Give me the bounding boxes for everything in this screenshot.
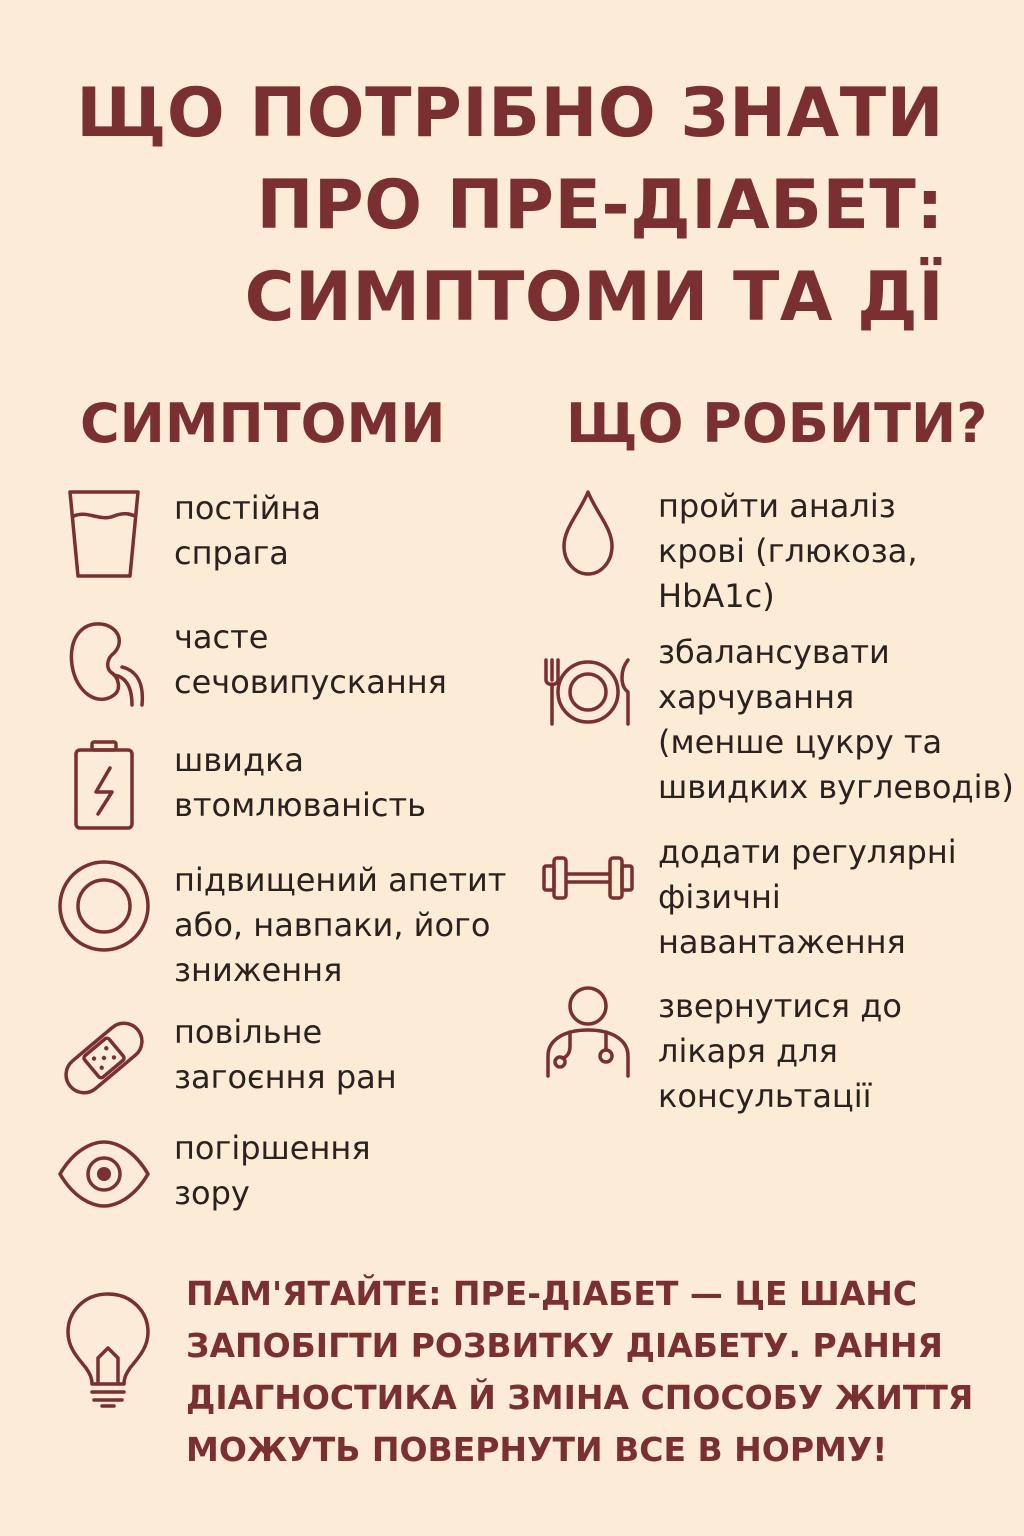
page-title — [44, 68, 944, 344]
doctor-icon — [540, 984, 636, 1080]
lightbulb-icon — [60, 1288, 156, 1408]
symptom-item-fatigue — [56, 738, 519, 834]
water-glass-icon — [56, 486, 152, 582]
symptom-item-wounds — [56, 1010, 519, 1106]
reminder-line-1: ПАМ'ЯТАЙТЕ: ПРЕ-ДІАБЕТ — ЦЕ ШАНС — [186, 1274, 918, 1313]
symptom-label: повільне загоєння ран — [174, 1013, 397, 1096]
symptom-label: постійна спрага — [174, 489, 321, 572]
symptom-item-urination — [56, 615, 519, 711]
actions-heading: ЩО РОБИТИ? — [566, 392, 988, 455]
eye-icon — [56, 1126, 152, 1222]
title-line-3: СИМПТОМИ ТА ДЇ — [244, 258, 944, 337]
dumbbell-icon — [540, 830, 636, 926]
symptom-label: часте сечовипускання — [174, 618, 447, 701]
bandage-icon — [56, 1010, 152, 1106]
symptom-label: підвищений апетит або, навпаки, його зниження — [174, 861, 507, 989]
reminder-line-4: МОЖУТЬ ПОВЕРНУТИ ВСЕ В НОРМУ! — [186, 1430, 888, 1469]
battery-icon — [56, 738, 152, 834]
symptom-item-appetite — [56, 858, 519, 993]
action-item-exercise — [540, 830, 998, 965]
blood-drop-icon — [540, 484, 636, 580]
reminder-note — [60, 1268, 990, 1476]
action-label: збалансувати харчування (менше цукру та швидких вуглеводів) — [658, 633, 1014, 806]
action-label: додати регулярні фізичні навантаження — [658, 833, 957, 961]
action-label: пройти аналіз крові (глюкоза, HbA1c) — [658, 487, 918, 615]
action-item-nutrition — [540, 630, 1014, 810]
plate-icon — [56, 858, 152, 954]
symptom-label: швидка втомлюваність — [174, 741, 426, 824]
reminder-line-2: ЗАПОБІГТИ РОЗВИТКУ ДІАБЕТУ. РАННЯ — [186, 1326, 943, 1365]
fork-plate-knife-icon — [540, 630, 636, 726]
action-item-blood-test — [540, 484, 998, 619]
symptom-item-thirst — [56, 486, 519, 582]
symptom-item-vision — [56, 1126, 519, 1222]
reminder-line-3: ДІАГНОСТИКА Й ЗМІНА СПОСОБУ ЖИТТЯ — [186, 1378, 974, 1417]
reminder-text — [186, 1268, 973, 1476]
kidney-icon — [56, 615, 152, 711]
title-line-2: ПРО ПРЕ-ДІАБЕТ: — [256, 166, 944, 245]
symptom-label: погіршення зору — [174, 1129, 371, 1212]
title-line-1: ЩО ПОТРІБНО ЗНАТИ — [76, 74, 944, 153]
symptoms-heading: СИМПТОМИ — [80, 392, 446, 455]
action-item-doctor — [540, 984, 998, 1119]
action-label: звернутися до лікаря для консультації — [658, 987, 902, 1115]
